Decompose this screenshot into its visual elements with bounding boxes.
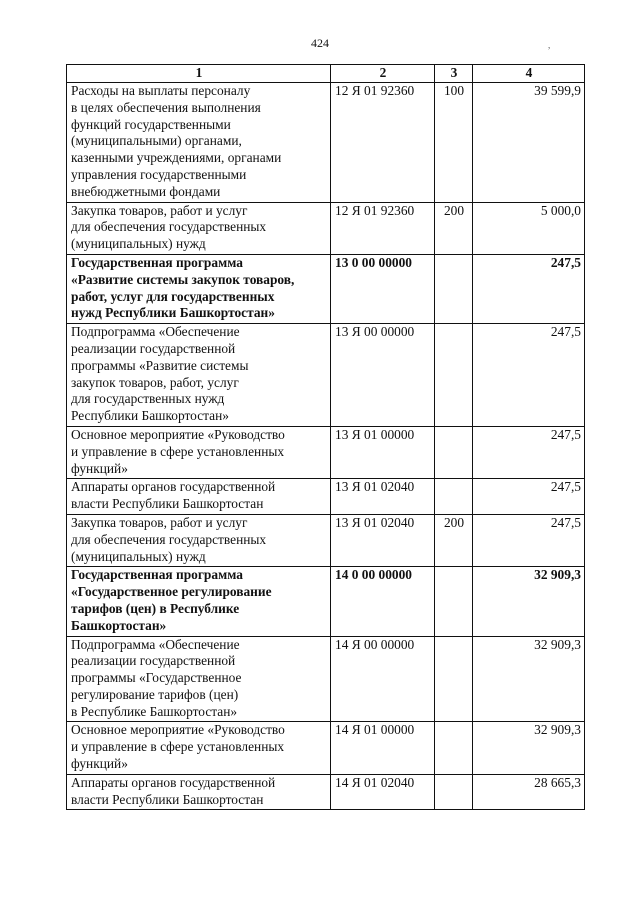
row-code: 13 Я 01 02040 bbox=[331, 479, 435, 515]
row-name-line: «Государственное регулирование bbox=[71, 584, 272, 600]
row-name-line: Аппараты органов государственной bbox=[71, 479, 276, 495]
row-name-line: в Республике Башкортостан» bbox=[71, 703, 238, 719]
row-amount: 28 665,3 bbox=[473, 774, 585, 810]
row-expense-type bbox=[435, 774, 473, 810]
row-name-line: и управление в сфере установленных bbox=[71, 739, 285, 755]
table-row bbox=[67, 514, 585, 566]
row-name bbox=[67, 324, 331, 427]
budget-table bbox=[66, 64, 585, 810]
row-name-line: казенными учреждениями, органами bbox=[71, 150, 282, 166]
table-row bbox=[67, 254, 585, 323]
row-name bbox=[67, 722, 331, 774]
row-name bbox=[67, 567, 331, 636]
row-code: 14 0 00 00000 bbox=[331, 567, 435, 636]
row-amount: 247,5 bbox=[473, 324, 585, 427]
row-code: 12 Я 01 92360 bbox=[331, 83, 435, 203]
row-name-line: тарифов (цен) в Республике bbox=[71, 600, 240, 616]
row-amount: 39 599,9 bbox=[473, 83, 585, 203]
row-name-line: Государственная программа bbox=[71, 254, 243, 270]
row-name-line: Расходы на выплаты персоналу bbox=[71, 83, 251, 98]
row-name-line: Подпрограмма «Обеспечение bbox=[71, 324, 240, 340]
row-expense-type bbox=[435, 254, 473, 323]
table-row bbox=[67, 722, 585, 774]
table-row bbox=[67, 567, 585, 636]
row-expense-type: 100 bbox=[435, 83, 473, 203]
row-name-line: функций» bbox=[71, 460, 128, 476]
table-row bbox=[67, 479, 585, 515]
row-name-line: закупок товаров, работ, услуг bbox=[71, 374, 239, 390]
row-amount: 247,5 bbox=[473, 254, 585, 323]
row-code: 13 0 00 00000 bbox=[331, 254, 435, 323]
row-name-line: для обеспечения государственных bbox=[71, 531, 267, 547]
row-name-line: Башкортостан» bbox=[71, 617, 167, 633]
row-name bbox=[67, 426, 331, 478]
row-name-line: власти Республики Башкортостан bbox=[71, 496, 264, 512]
row-name-line: и управление в сфере установленных bbox=[71, 443, 285, 459]
table-row bbox=[67, 636, 585, 722]
row-name bbox=[67, 479, 331, 515]
table-row bbox=[67, 83, 585, 203]
row-expense-type bbox=[435, 636, 473, 722]
row-name bbox=[67, 83, 331, 203]
row-name-line: (муниципальных) нужд bbox=[71, 548, 206, 564]
row-name-line: Аппараты органов государственной bbox=[71, 774, 276, 790]
table-row bbox=[67, 324, 585, 427]
row-name-line: Закупка товаров, работ и услуг bbox=[71, 514, 248, 530]
row-name-line: (муниципальных) нужд bbox=[71, 236, 206, 252]
row-name-line: функций» bbox=[71, 756, 128, 772]
margin-mark: , bbox=[548, 40, 551, 50]
header-col-2: 2 bbox=[331, 65, 435, 83]
row-name-line: Основное мероприятие «Руководство bbox=[71, 426, 285, 442]
table-row bbox=[67, 426, 585, 478]
row-code: 14 Я 00 00000 bbox=[331, 636, 435, 722]
row-expense-type bbox=[435, 426, 473, 478]
table-row bbox=[67, 774, 585, 810]
row-amount: 247,5 bbox=[473, 426, 585, 478]
row-name bbox=[67, 774, 331, 810]
row-expense-type: 200 bbox=[435, 514, 473, 566]
row-name-line: Основное мероприятие «Руководство bbox=[71, 722, 285, 738]
row-amount: 32 909,3 bbox=[473, 567, 585, 636]
row-code: 12 Я 01 92360 bbox=[331, 202, 435, 254]
row-code: 14 Я 01 00000 bbox=[331, 722, 435, 774]
page-number: 424 bbox=[311, 36, 329, 50]
row-name-line: регулирование тарифов (цен) bbox=[71, 686, 239, 702]
row-name-line: власти Республики Башкортостан bbox=[71, 791, 264, 807]
row-expense-type bbox=[435, 567, 473, 636]
table-body bbox=[67, 83, 585, 810]
row-amount: 247,5 bbox=[473, 479, 585, 515]
row-code: 13 Я 01 02040 bbox=[331, 514, 435, 566]
row-name-line: в целях обеспечения выполнения bbox=[71, 99, 261, 115]
header-col-4: 4 bbox=[473, 65, 585, 83]
row-name-line: управления государственными bbox=[71, 166, 247, 182]
row-name bbox=[67, 514, 331, 566]
row-amount: 5 000,0 bbox=[473, 202, 585, 254]
row-expense-type bbox=[435, 324, 473, 427]
row-name bbox=[67, 254, 331, 323]
row-name-line: для обеспечения государственных bbox=[71, 219, 267, 235]
row-name-line: Государственная программа bbox=[71, 567, 243, 583]
row-code: 13 Я 00 00000 bbox=[331, 324, 435, 427]
row-name bbox=[67, 636, 331, 722]
row-name-line: реализации государственной bbox=[71, 340, 236, 356]
header-row bbox=[67, 65, 585, 83]
row-amount: 32 909,3 bbox=[473, 636, 585, 722]
header-col-3: 3 bbox=[435, 65, 473, 83]
row-expense-type: 200 bbox=[435, 202, 473, 254]
row-expense-type bbox=[435, 479, 473, 515]
row-name-line: нужд Республики Башкортостан» bbox=[71, 305, 275, 321]
row-code: 14 Я 01 02040 bbox=[331, 774, 435, 810]
row-amount: 247,5 bbox=[473, 514, 585, 566]
row-name-line: Закупка товаров, работ и услуг bbox=[71, 202, 248, 218]
row-name-line: (муниципальными) органами, bbox=[71, 133, 242, 149]
row-name-line: реализации государственной bbox=[71, 653, 236, 669]
row-code: 13 Я 01 00000 bbox=[331, 426, 435, 478]
row-name-line: программы «Государственное bbox=[71, 670, 242, 686]
row-name-line: внебюджетными фондами bbox=[71, 183, 221, 199]
table-row bbox=[67, 202, 585, 254]
row-name-line: Подпрограмма «Обеспечение bbox=[71, 636, 240, 652]
row-name-line: для государственных нужд bbox=[71, 391, 225, 407]
header-col-1: 1 bbox=[67, 65, 331, 83]
row-name-line: «Развитие системы закупок товаров, bbox=[71, 271, 295, 287]
row-name bbox=[67, 202, 331, 254]
row-name-line: программы «Развитие системы bbox=[71, 357, 249, 373]
row-name-line: функций государственными bbox=[71, 116, 231, 132]
row-amount: 32 909,3 bbox=[473, 722, 585, 774]
row-name-line: работ, услуг для государственных bbox=[71, 288, 275, 304]
row-expense-type bbox=[435, 722, 473, 774]
row-name-line: Республики Башкортостан» bbox=[71, 408, 229, 424]
